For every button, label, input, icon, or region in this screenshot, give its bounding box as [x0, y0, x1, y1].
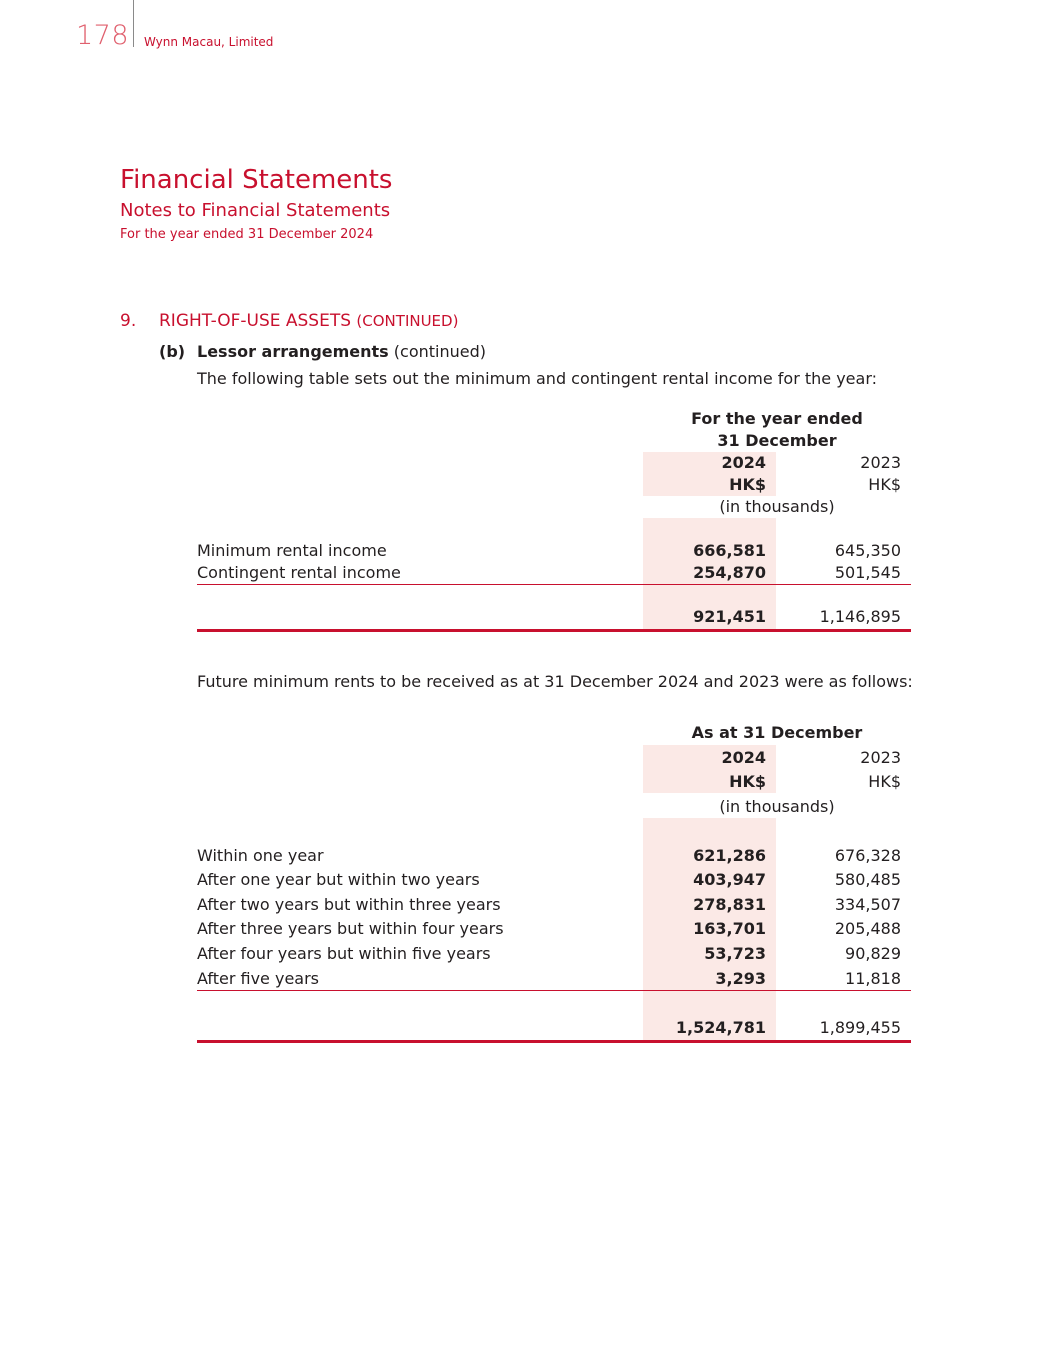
page-number: 178 [76, 20, 130, 51]
table1-heading-line1: For the year ended [691, 409, 863, 428]
section-title: RIGHT-OF-USE ASSETS [159, 311, 352, 331]
section-continued: (CONTINUED) [356, 312, 459, 330]
table2-row-current: 163,701 [693, 919, 766, 938]
table2-year-current: 2024 [721, 748, 766, 767]
table2-row-label: Within one year [197, 846, 324, 865]
page-title: Financial Statements [120, 165, 393, 195]
subsection-continued: (continued) [393, 342, 487, 361]
table1-row-prior: 501,545 [834, 563, 901, 582]
table2-row-prior: 334,507 [834, 895, 901, 914]
table2-total-prior: 1,899,455 [819, 1018, 901, 1037]
table2-row-prior: 676,328 [834, 846, 901, 865]
table1-row-current: 666,581 [693, 541, 766, 560]
table2-row-prior: 90,829 [845, 944, 901, 963]
subsection-letter: (b) [159, 342, 186, 361]
table1-intro: The following table sets out the minimum and contingent rental income for the year: [197, 369, 878, 388]
table2-row-label: After three years but within four years [197, 919, 504, 938]
table1-row-label: Minimum rental income [197, 541, 387, 560]
company-name: Wynn Macau, Limited [144, 35, 274, 49]
table1-currency-current: HK$ [729, 475, 766, 494]
table2-currency-prior: HK$ [868, 772, 901, 791]
table1-unit: (in thousands) [719, 497, 835, 516]
table2-row-current: 278,831 [693, 895, 766, 914]
table1-total-prior: 1,146,895 [819, 607, 901, 626]
table2-total-current: 1,524,781 [675, 1018, 766, 1037]
table1-row-current: 254,870 [693, 563, 766, 582]
table2-row-label: After one year but within two years [197, 870, 480, 889]
table2-row-current: 403,947 [693, 870, 766, 889]
table1-subtotal-rule [197, 584, 911, 585]
table2-row-label: After five years [197, 969, 320, 988]
table1-heading-line2: 31 December [717, 431, 837, 450]
table2-row-prior: 11,818 [845, 969, 901, 988]
table2-row-label: After two years but within three years [197, 895, 501, 914]
section-heading [159, 311, 458, 331]
reporting-period: For the year ended 31 December 2024 [120, 227, 374, 242]
table2-row-current: 621,286 [693, 846, 766, 865]
table2-row-prior: 205,488 [834, 919, 901, 938]
section-number: 9. [120, 311, 137, 331]
subsection-title: Lessor arrangements [197, 342, 389, 361]
table2-year-prior: 2023 [860, 748, 901, 767]
table1-total-current: 921,451 [693, 607, 766, 626]
table2-row-prior: 580,485 [834, 870, 901, 889]
table2-total-rule [197, 1040, 911, 1043]
table1-year-prior: 2023 [860, 453, 901, 472]
table1-row-label: Contingent rental income [197, 563, 401, 582]
header-divider [133, 0, 134, 47]
table1-total-rule [197, 629, 911, 632]
table2-intro: Future minimum rents to be received as at 31 December 2024 and 2023 were as follows: [197, 672, 913, 691]
table2-currency-current: HK$ [729, 772, 766, 791]
table2-subtotal-rule [197, 990, 911, 991]
table2-row-current: 53,723 [704, 944, 766, 963]
table2-heading: As at 31 December [691, 723, 863, 742]
page-subtitle: Notes to Financial Statements [120, 200, 391, 221]
table2-row-current: 3,293 [715, 969, 766, 988]
table2-unit: (in thousands) [719, 797, 835, 816]
subsection-heading [197, 342, 486, 361]
table1-row-prior: 645,350 [834, 541, 901, 560]
table1-currency-prior: HK$ [868, 475, 901, 494]
table2-row-label: After four years but within five years [197, 944, 491, 963]
table1-year-current: 2024 [721, 453, 766, 472]
